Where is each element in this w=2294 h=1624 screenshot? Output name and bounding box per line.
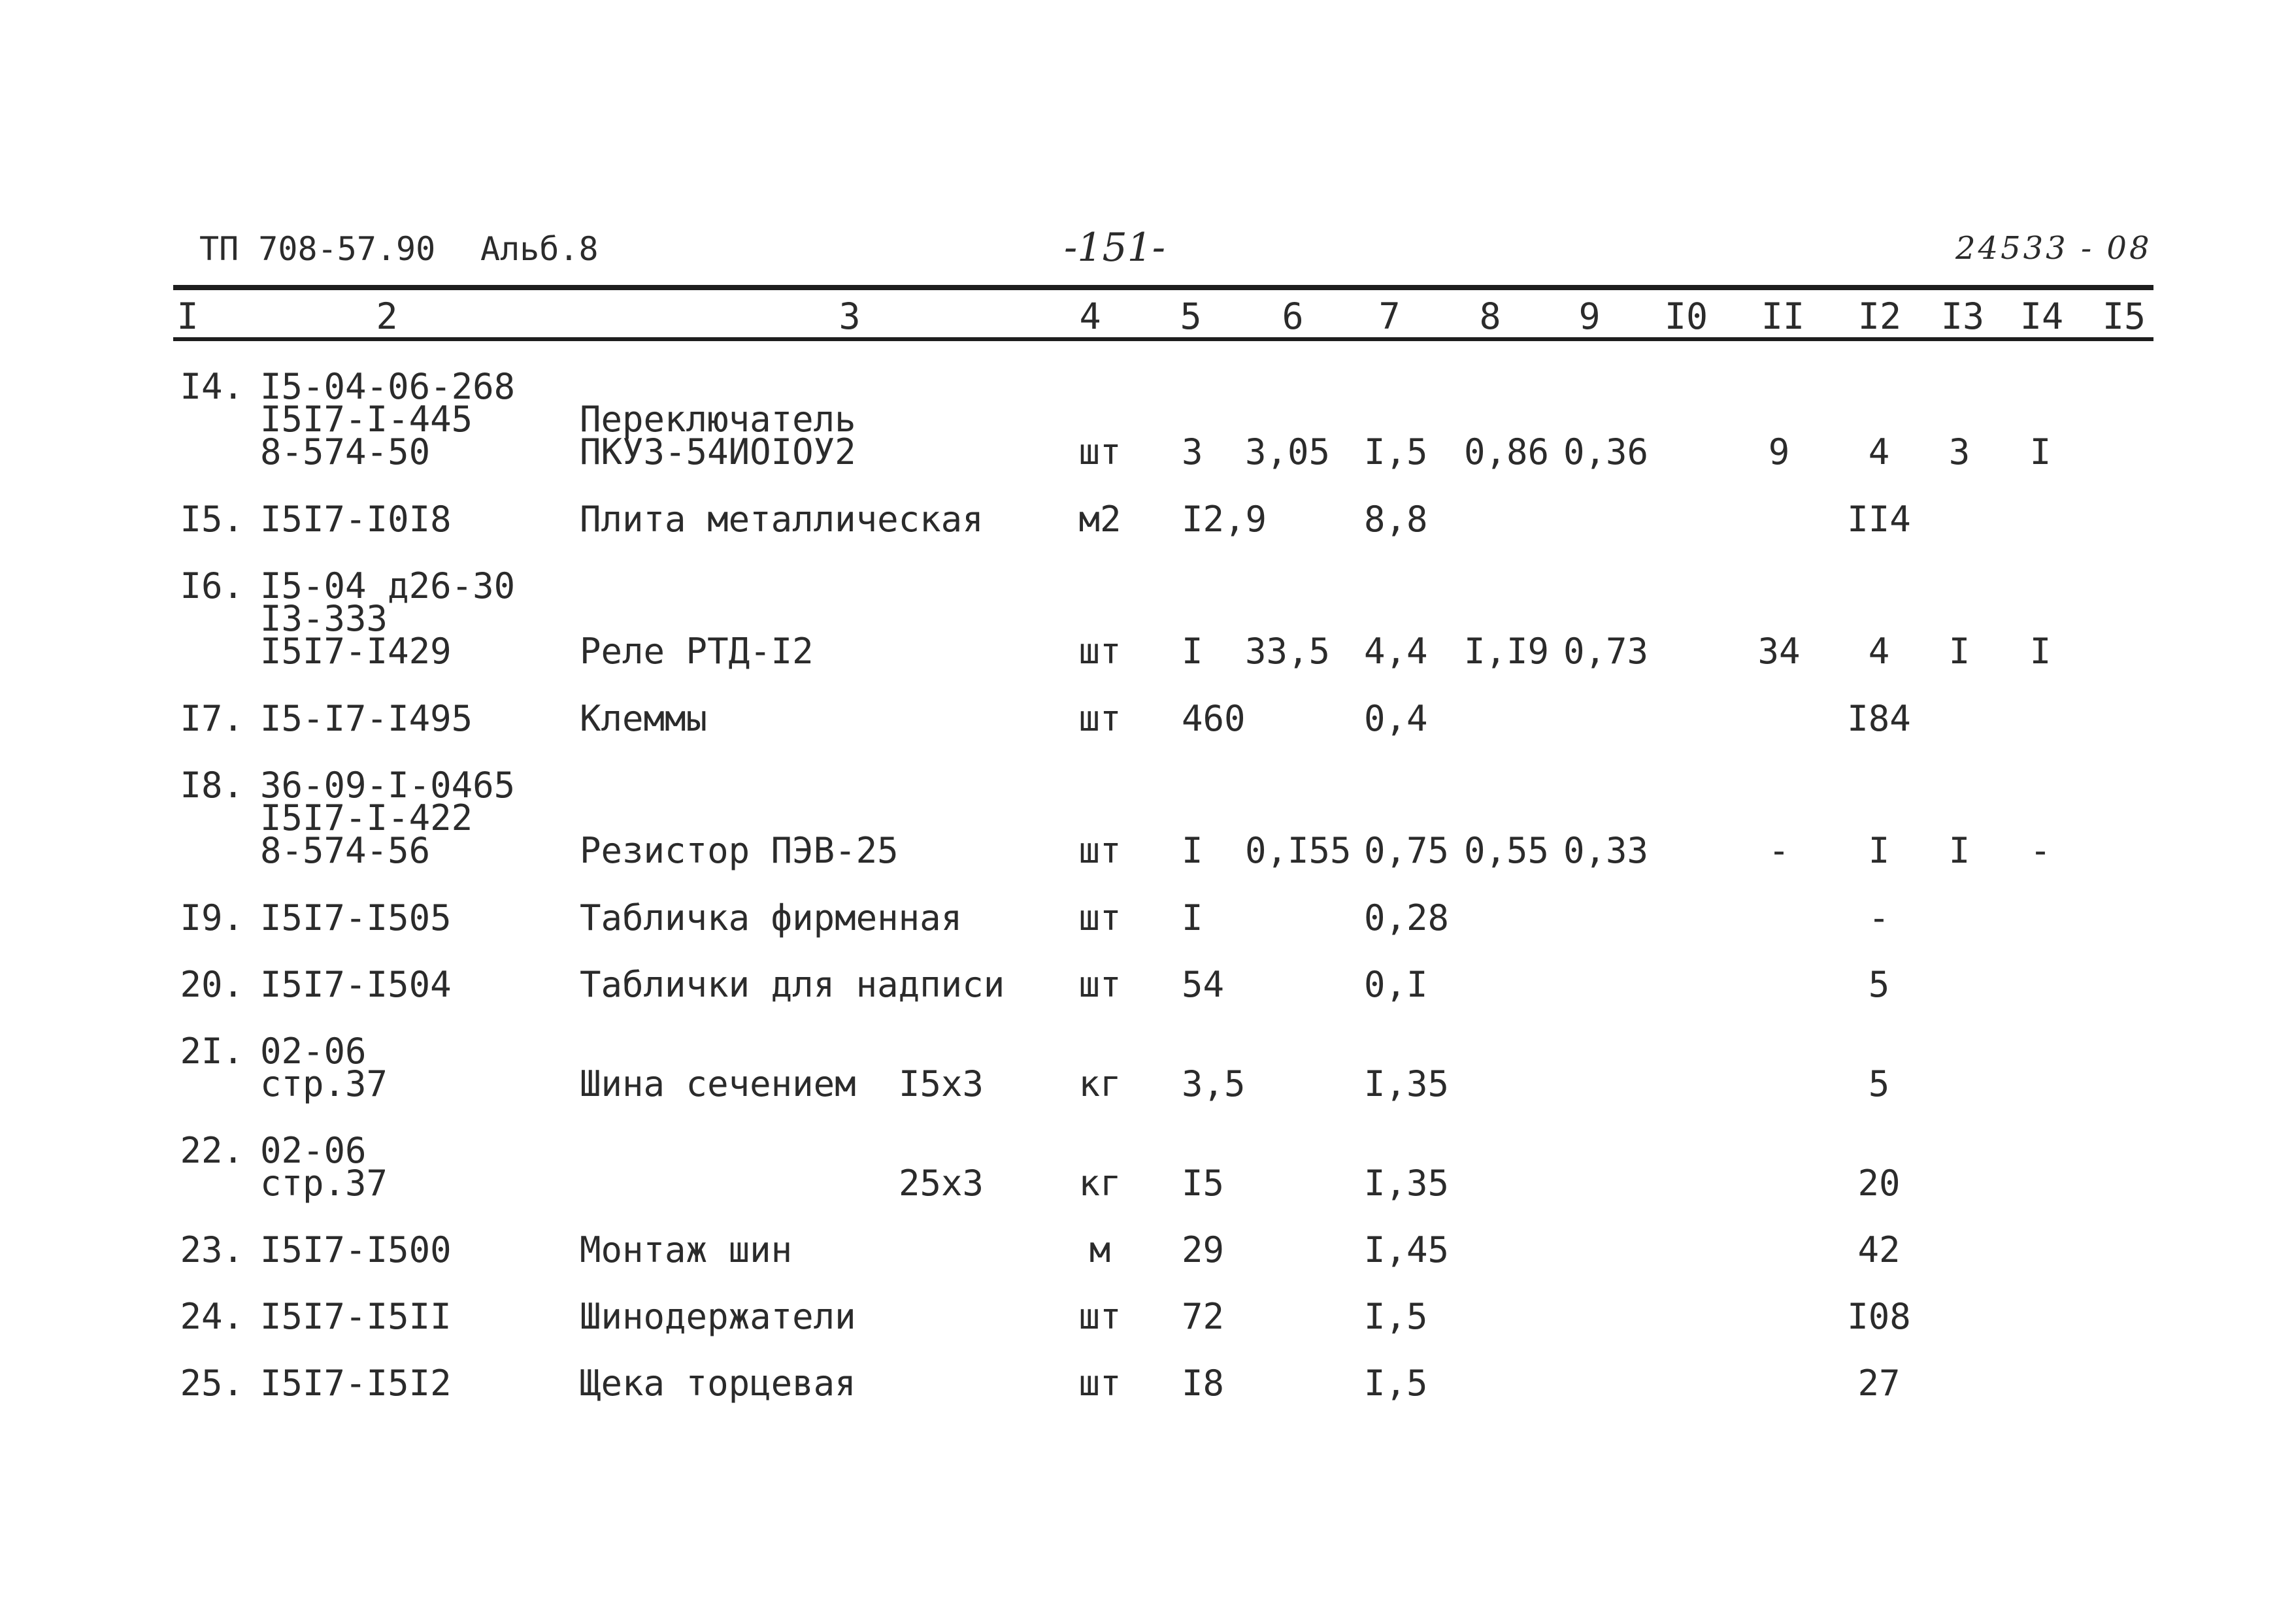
column-9-value: 0,33 (1563, 830, 1649, 871)
column-5-value: 29 (1182, 1229, 1225, 1270)
column-number: 6 (1282, 295, 1304, 337)
column-7-value: 8,8 (1364, 499, 1428, 540)
column-12-value: 4 (1868, 431, 1890, 472)
unit: шт (1078, 830, 1122, 871)
column-8-value: 0,55 (1464, 830, 1550, 871)
row-number: 22. (180, 1130, 244, 1171)
unit: кг (1078, 1163, 1122, 1204)
column-11-value: - (1768, 830, 1790, 871)
header-page-number: -151- (1064, 225, 1166, 271)
column-5-value: 54 (1182, 964, 1225, 1005)
column-5-value: I (1182, 897, 1203, 938)
unit: шт (1078, 964, 1122, 1005)
column-number: 5 (1180, 295, 1202, 337)
column-5-value: I5 (1182, 1163, 1225, 1204)
header-top-rule (173, 285, 2153, 290)
column-number: I5 (2102, 295, 2146, 337)
column-6-value: 0,I55 (1245, 830, 1352, 871)
column-12-value: 27 (1857, 1363, 1901, 1404)
item-name: Таблички для надписи (580, 964, 1005, 1005)
catalog-code: I5I7-I429 (260, 631, 452, 672)
column-12-value: 5 (1868, 1063, 1890, 1104)
catalog-code: 02-06 (260, 1130, 367, 1171)
catalog-code: 8-574-50 (260, 431, 431, 472)
unit: шт (1078, 431, 1122, 472)
catalog-code: I5I7-I5I2 (260, 1363, 452, 1404)
column-12-value: I (1868, 830, 1890, 871)
column-9-value: 0,36 (1563, 431, 1649, 472)
column-number: I3 (1940, 295, 1985, 337)
unit: м (1089, 1229, 1111, 1270)
row-number: 20. (180, 964, 244, 1005)
item-size: 25x3 (898, 1163, 984, 1204)
column-13-value: 3 (1948, 431, 1970, 472)
column-number: 3 (839, 295, 861, 337)
column-7-value: I,5 (1364, 1363, 1428, 1404)
row-number: I9. (180, 897, 244, 938)
catalog-code: I5I7-I-422 (260, 797, 473, 838)
column-12-value: II4 (1847, 499, 1911, 540)
column-12-value: I08 (1847, 1296, 1911, 1337)
column-number: 9 (1578, 295, 1601, 337)
column-14-value: - (2029, 830, 2052, 871)
row-number: I5. (180, 499, 244, 540)
column-12-value: I84 (1847, 698, 1911, 739)
catalog-code: I5I7-I504 (260, 964, 452, 1005)
item-name: Шинодержатели (580, 1296, 856, 1337)
catalog-code: I5I7-I500 (260, 1229, 452, 1270)
column-5-value: I8 (1182, 1363, 1225, 1404)
item-name: Плита металлическая (580, 499, 984, 540)
column-7-value: 0,4 (1364, 698, 1428, 739)
catalog-code: стр.37 (260, 1163, 388, 1204)
item-name: Клеммы (580, 698, 708, 739)
row-number: I7. (180, 698, 244, 739)
column-number: I4 (2020, 295, 2064, 337)
column-13-value: I (1948, 631, 1970, 672)
column-5-value: I (1182, 830, 1203, 871)
column-9-value: 0,73 (1563, 631, 1649, 672)
column-6-value: 3,05 (1245, 431, 1331, 472)
catalog-code: I5-04 д26-30 (260, 565, 516, 606)
column-6-value: 33,5 (1245, 631, 1331, 672)
column-12-value: 20 (1857, 1163, 1901, 1204)
column-7-value: I,45 (1364, 1229, 1450, 1270)
column-7-value: I,35 (1364, 1163, 1450, 1204)
column-14-value: I (2029, 431, 2052, 472)
row-number: 2I. (180, 1031, 244, 1072)
column-5-value: I2,9 (1182, 499, 1267, 540)
catalog-code: I3-333 (260, 598, 388, 639)
row-number: 23. (180, 1229, 244, 1270)
column-12-value: 42 (1857, 1229, 1901, 1270)
unit: шт (1078, 1363, 1122, 1404)
column-7-value: 0,28 (1364, 897, 1450, 938)
unit: шт (1078, 631, 1122, 672)
item-name: Щека торцевая (580, 1363, 856, 1404)
column-number: 2 (376, 295, 398, 337)
catalog-code: стр.37 (260, 1063, 388, 1104)
catalog-code: I5-04-06-268 (260, 366, 516, 407)
column-5-value: 3 (1182, 431, 1203, 472)
column-12-value: 4 (1868, 631, 1890, 672)
column-14-value: I (2029, 631, 2052, 672)
column-number: 8 (1479, 295, 1501, 337)
row-number: I8. (180, 765, 244, 806)
column-11-value: 9 (1768, 431, 1790, 472)
item-name: Реле РТД-I2 (580, 631, 814, 672)
header-doc-code: ТП 708-57.90 (199, 230, 436, 268)
column-7-value: 0,I (1364, 964, 1428, 1005)
unit: шт (1078, 698, 1122, 739)
catalog-code: I5I7-I5II (260, 1296, 452, 1337)
column-12-value: - (1868, 897, 1890, 938)
catalog-code: I5-I7-I495 (260, 698, 473, 739)
column-number: I (176, 295, 199, 337)
column-7-value: I,35 (1364, 1063, 1450, 1104)
column-7-value: 4,4 (1364, 631, 1428, 672)
header-bottom-rule (173, 337, 2153, 341)
column-8-value: 0,86 (1464, 431, 1550, 472)
unit: шт (1078, 1296, 1122, 1337)
column-number: I0 (1664, 295, 1708, 337)
column-12-value: 5 (1868, 964, 1890, 1005)
catalog-code: 8-574-56 (260, 830, 431, 871)
item-size: I5x3 (898, 1063, 984, 1104)
item-name: Табличка фирменная (580, 897, 963, 938)
column-5-value: 72 (1182, 1296, 1225, 1337)
column-number: II (1761, 295, 1805, 337)
column-8-value: I,I9 (1464, 631, 1550, 672)
unit: кг (1078, 1063, 1122, 1104)
column-7-value: 0,75 (1364, 830, 1450, 871)
item-name: Резистор ПЭВ-25 (580, 830, 899, 871)
column-7-value: I,5 (1364, 431, 1428, 472)
unit: м2 (1078, 499, 1122, 540)
column-number: 4 (1079, 295, 1101, 337)
header-album: Альб.8 (480, 230, 599, 268)
row-number: 24. (180, 1296, 244, 1337)
header-sheet-code: 24533 - 08 (1955, 230, 2152, 267)
column-number: 7 (1378, 295, 1401, 337)
catalog-code: I5I7-I505 (260, 897, 452, 938)
column-7-value: I,5 (1364, 1296, 1428, 1337)
column-13-value: I (1948, 830, 1970, 871)
item-name: Шина сечением (580, 1063, 856, 1104)
item-name: Монтаж шин (580, 1229, 793, 1270)
catalog-code: I5I7-I-445 (260, 399, 473, 440)
row-number: 25. (180, 1363, 244, 1404)
column-5-value: 460 (1182, 698, 1246, 739)
column-5-value: 3,5 (1182, 1063, 1246, 1104)
column-5-value: I (1182, 631, 1203, 672)
row-number: I4. (180, 366, 244, 407)
item-name: ПКУЗ-54ИОIОУ2 (580, 431, 856, 472)
catalog-code: I5I7-I0I8 (260, 499, 452, 540)
item-name: Переключатель (580, 399, 856, 440)
unit: шт (1078, 897, 1122, 938)
catalog-code: 02-06 (260, 1031, 367, 1072)
column-11-value: 34 (1757, 631, 1801, 672)
catalog-code: 36-09-I-0465 (260, 765, 516, 806)
row-number: I6. (180, 565, 244, 606)
column-number: I2 (1857, 295, 1902, 337)
